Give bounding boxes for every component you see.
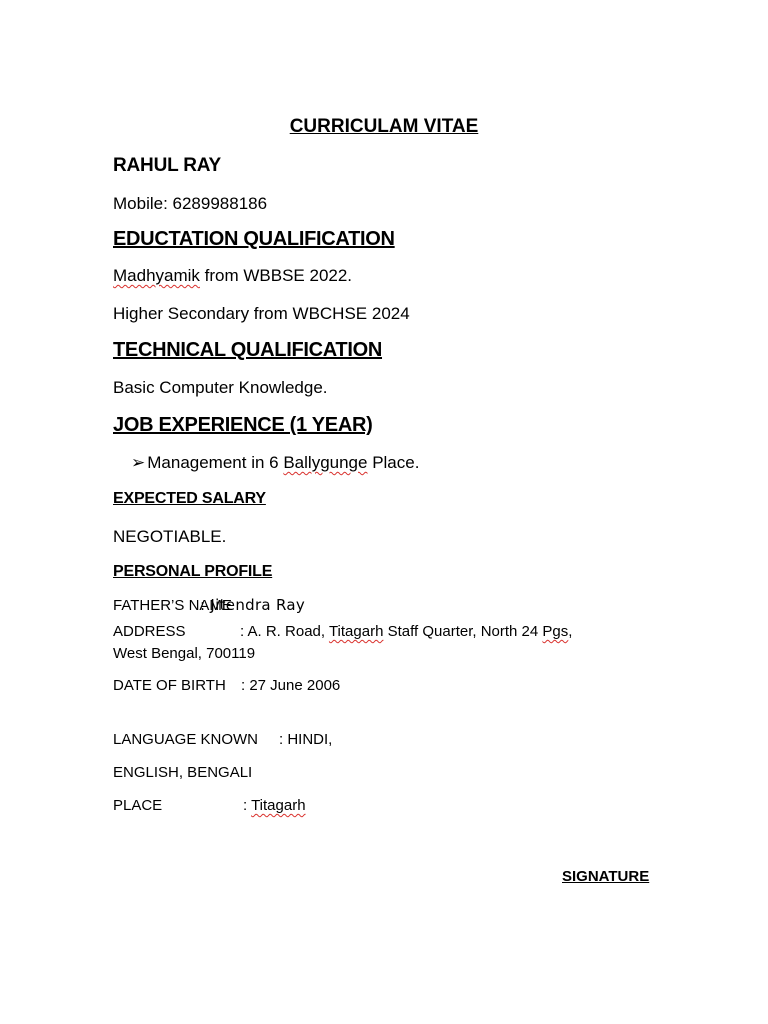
- place-separator: :: [243, 797, 252, 814]
- father-name-row: [113, 596, 305, 614]
- spell-flag-pgs: Pgs: [542, 623, 569, 640]
- place-row: [113, 797, 306, 814]
- signature-label: SIGNATURE: [562, 868, 650, 885]
- place-label: PLACE: [113, 797, 163, 814]
- salary-heading: EXPECTED SALARY: [113, 490, 266, 507]
- arrow-bullet-icon: ➢: [131, 453, 146, 472]
- document-title: CURRICULAM VITAE: [289, 116, 479, 137]
- education-heading: EDUCTATION QUALIFICATION: [113, 228, 395, 250]
- language-value: : HINDI,: [279, 731, 333, 748]
- technical-heading: TECHNICAL QUALIFICATION: [113, 339, 383, 361]
- language-line-2: ENGLISH, BENGALI: [113, 764, 253, 781]
- job-item-text-b: Place.: [367, 453, 420, 472]
- address-value-b: Staff Quarter, North 24: [383, 623, 543, 640]
- technical-line-1: Basic Computer Knowledge.: [113, 378, 328, 397]
- job-item: [131, 453, 419, 473]
- address-value-a: : A. R. Road,: [240, 623, 329, 640]
- language-label: LANGUAGE KNOWN: [113, 731, 259, 748]
- dob-value: : 27 June 2006: [241, 677, 341, 694]
- spell-flag-ballygunge: Ballygunge: [283, 453, 368, 472]
- address-value-c: ,: [568, 623, 573, 640]
- salary-value: NEGOTIABLE.: [113, 527, 227, 546]
- profile-heading: PERSONAL PROFILE: [113, 563, 273, 580]
- dob-row: [113, 677, 340, 694]
- education-line-1-text: from WBBSE 2022.: [199, 266, 353, 285]
- job-heading: JOB EXPERIENCE (1 YEAR): [113, 414, 373, 436]
- dob-label: DATE OF BIRTH: [113, 677, 226, 694]
- spell-flag-place-titagarh: Titagarh: [251, 797, 306, 814]
- candidate-name: RAHUL RAY: [113, 155, 221, 176]
- address-label: ADDRESS: [113, 623, 186, 640]
- address-row: [113, 623, 572, 640]
- father-name-value: : Jitendra Ray: [200, 596, 306, 614]
- education-line-2: Higher Secondary from WBCHSE 2024: [113, 304, 410, 323]
- language-row: [113, 731, 332, 748]
- spell-flag-madhyamik: Madhyamik: [113, 266, 200, 285]
- address-line-2: West Bengal, 700119: [113, 645, 256, 662]
- job-item-text-a: Management in 6: [147, 453, 284, 472]
- spell-flag-titagarh: Titagarh: [328, 623, 384, 640]
- education-line-1: [113, 266, 352, 286]
- mobile-number: Mobile: 6289988186: [113, 194, 268, 213]
- father-name-label: FATHER’S NAME: [113, 597, 232, 614]
